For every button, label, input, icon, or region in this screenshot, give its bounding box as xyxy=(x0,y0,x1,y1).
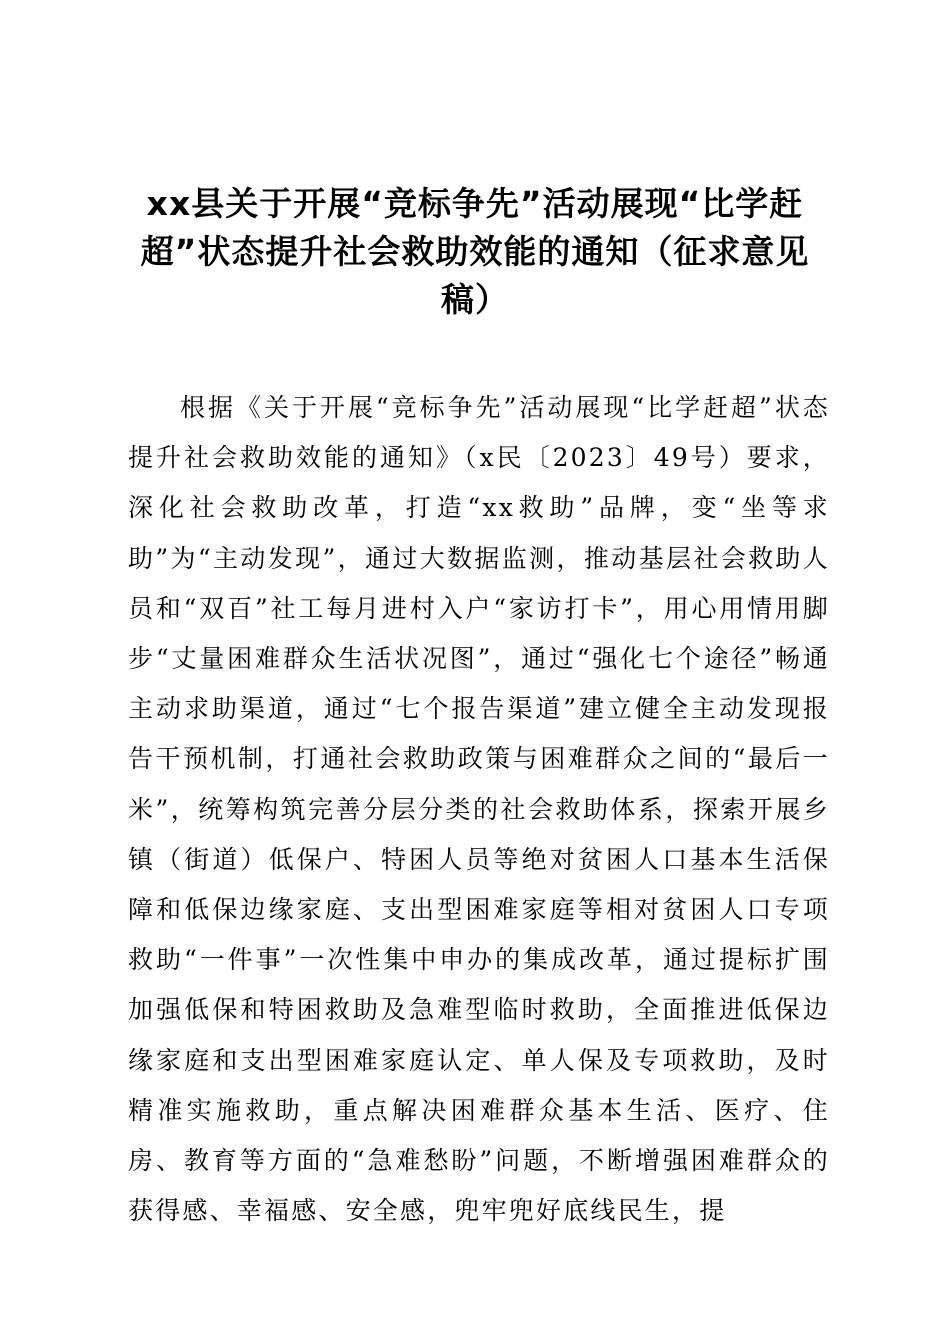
document-title: xx县关于开展“竞标争先”活动展现“比学赶超”状态提升社会救助效能的通知（征求意见稿） xyxy=(140,184,810,319)
body-paragraph: 根据《关于开展“竞标争先”活动展现“比学赶超”状态提升社会救助效能的通知》（x民〔2023〕49号）要求，深化社会救助改革，打造“xx救助”品牌，变“坐等求助”为“主动发现”，通过大数据监测，推动基层社会救助人员和“双百”社工每月进村入户“家访打卡”，用心用情用脚步“丈量困难群众生活状况图”，通过“强化七个途径”畅通主动求助渠道，通过“七个报告渠道”建立健全主动发现报告干预机制，打通社会救助政策与困难群众之间的“最后一米”，统筹构筑完善分层分类的社会救助体系，探索开展乡镇（街道）低保户、特困人员等绝对贫困人口基本生活保障和低保边缘家庭、支出型困难家庭等相对贫困人口专项救助“一件事”一次性集中申办的集成改革，通过提标扩围加强低保和特困救助及急难型临时救助，全面推进低保边缘家庭和支出型困难家庭认定、单人保及专项救助，及时精准实施救助，重点解决困难群众基本生活、医疗、住房、教育等方面的“急难愁盼”问题，不断增强困难群众的获得感、幸福感、安全感，兜牢兜好底线民生，提 xyxy=(128,393,830,1226)
